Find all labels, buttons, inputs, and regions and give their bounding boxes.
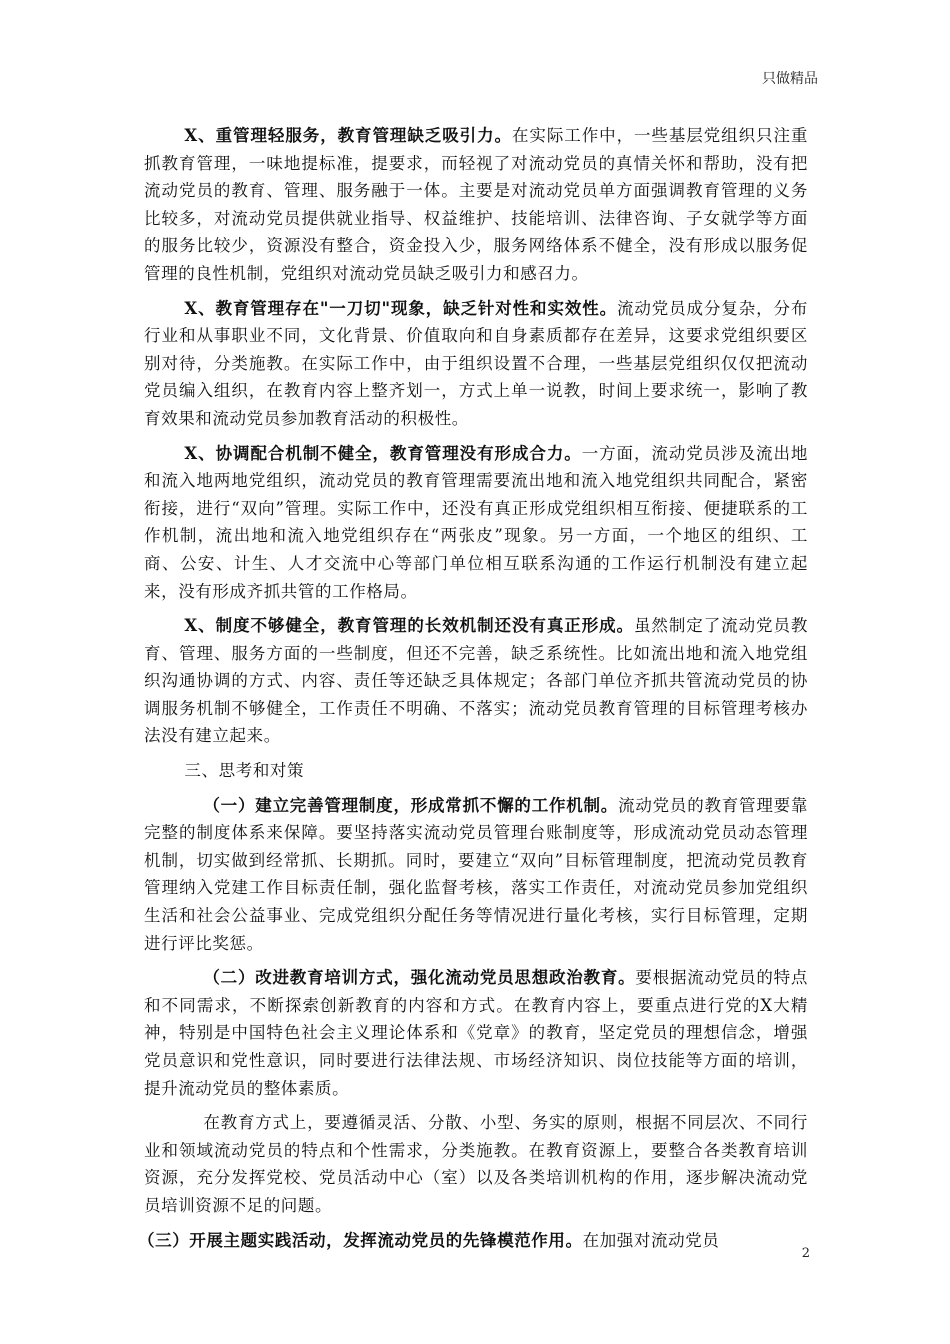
paragraph-text: 在教育方式上，要遵循灵活、分散、小型、务实的原则，根据不同层次、不同行业和领域流动党员的特点和个性需求，分类施教。在教育资源上，要整合各类教育培训资源，充分发挥党校、党员活动中心（室）以及各类培训机构的作用，逐步解决流动党员培训资源不足的问题。 bbox=[144, 1113, 808, 1215]
page-header: 只做精品 bbox=[762, 71, 818, 87]
paragraph-text: 流动党员成分复杂，分布行业和从事职业不同，文化背景、价值取向和自身素质都存在差异，这要求党组织要区别对待，分类施教。在实际工作中，由于组织设置不合理，一些基层党组织仅仅把流动党员编入组织，在教育内容上整齐划一，方式上单一说教，时间上要求统一，影响了教育效果和流动党员参加教育活动的积极性。 bbox=[144, 298, 808, 428]
paragraph-5 bbox=[144, 792, 808, 958]
paragraph-heading: （三）开展主题实践活动，发挥流动党员的先锋模范作用。 bbox=[138, 1230, 583, 1250]
paragraph-3 bbox=[144, 440, 808, 606]
paragraph-heading: X、教育管理存在"一刀切"现象，缺乏针对性和实效性。 bbox=[184, 298, 617, 318]
paragraph-7 bbox=[144, 1109, 808, 1219]
paragraph-text: 虽然制定了流动党员教育、管理、服务方面的一些制度，但还不完善，缺乏系统性。比如流出地和流入地党组织沟通协调的方式、内容、责任等还缺乏具体规定；各部门单位齐抓共管流动党员的协调服务机制不够健全，工作责任不明确、不落实；流动党员教育管理的目标管理考核办法没有建立起来。 bbox=[144, 616, 809, 746]
paragraph-heading: X、制度不够健全，教育管理的长效机制还没有真正形成。 bbox=[184, 616, 634, 636]
paragraph-text: 在加强对流动党员 bbox=[582, 1230, 720, 1250]
paragraph-8 bbox=[138, 1227, 808, 1255]
paragraph-heading: X、重管理轻服务，教育管理缺乏吸引力。 bbox=[184, 126, 512, 145]
paragraph-4 bbox=[144, 612, 808, 750]
document-body bbox=[138, 122, 809, 1261]
page-number: 2 bbox=[801, 1246, 810, 1261]
paragraph-heading: （二）改进教育培训方式，强化流动党员思想政治教育。 bbox=[203, 968, 636, 988]
paragraph-text: 一方面，流动党员涉及流出地和流入地两地党组织，流动党员的教育管理需要流出地和流入地党组织共同配合，紧密衔接，进行“双向”管理。实际工作中，还没有真正形成党组织相互衔接、便捷联系的工作机制，流出地和流入地党组织存在“两张皮”现象。另一方面，一个地区的组织、工商、公安、计生、人才交流中心等部门单位相互联系沟通的工作运行机制没有建立起来，没有形成齐抓共管的工作格局。 bbox=[144, 443, 808, 601]
section-heading bbox=[144, 757, 808, 785]
paragraph-text: 流动党员的教育管理要靠完整的制度体系来保障。要坚持落实流动党员管理台账制度等，形成流动党员动态管理机制，切实做到经常抓、长期抓。同时，要建立“双向”目标管理制度，把流动党员教育管理纳入党建工作目标责任制，强化监督考核，落实工作责任，对流动党员参加党组织生活和社会公益事业、完成党组织分配任务等情况进行量化考核，实行目标管理，定期进行评比奖惩。 bbox=[144, 795, 808, 953]
section-heading-text: 三、思考和对策 bbox=[184, 761, 305, 781]
paragraph-6 bbox=[144, 964, 808, 1102]
paragraph-heading: X、协调配合机制不健全，教育管理没有形成合力。 bbox=[184, 443, 582, 463]
paragraph-text: 要根据流动党员的特点和不同需求，不断探索创新教育的内容和方式。在教育内容上，要重点进行党的X大精神，特别是中国特色社会主义理论体系和《党章》的教育，坚定党员的理想信念，增强党员意识和党性意识，同时要进行法律法规、市场经济知识、岗位技能等方面的培训，提升流动党员的整体素质。 bbox=[144, 968, 809, 1098]
paragraph-1 bbox=[144, 122, 808, 288]
paragraph-text: 在实际工作中，一些基层党组织只注重抓教育管理，一味地提标准，提要求，而轻视了对流动党员的真情关怀和帮助，没有把流动党员的教育、管理、服务融于一体。主要是对流动党员单方面强调教育管理的义务比较多，对流动党员提供就业指导、权益维护、技能培训、法律咨询、子女就学等方面的服务比较少，资源没有整合，资金投入少，服务网络体系不健全，没有形成以服务促管理的良性机制，党组织对流动党员缺乏吸引力和感召力。 bbox=[144, 126, 809, 283]
paragraph-2 bbox=[144, 295, 808, 433]
paragraph-heading: （一）建立完善管理制度，形成常抓不懈的工作机制。 bbox=[203, 795, 619, 815]
